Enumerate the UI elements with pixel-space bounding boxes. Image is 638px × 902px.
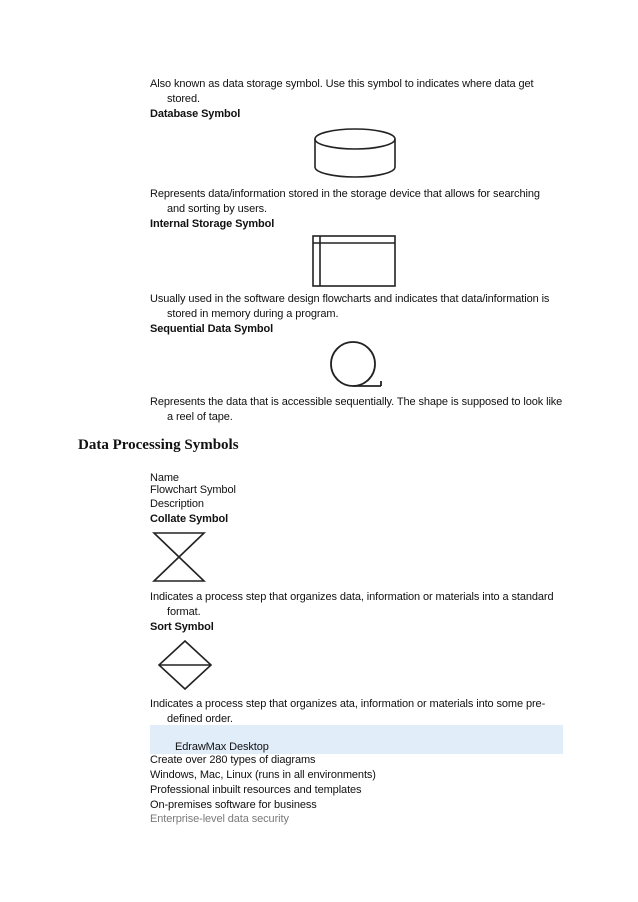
sequential-desc-line2: a reel of tape. bbox=[167, 411, 233, 423]
database-symbol-icon bbox=[313, 127, 397, 179]
database-desc-line2: and sorting by users. bbox=[167, 203, 268, 215]
collate-desc-line1: Indicates a process step that organizes data, information or materials into a standard bbox=[150, 591, 554, 603]
database-symbol-title: Database Symbol bbox=[150, 108, 241, 120]
collate-symbol-title: Collate Symbol bbox=[150, 513, 229, 525]
sequential-data-title: Sequential Data Symbol bbox=[150, 323, 274, 335]
collate-symbol-icon bbox=[153, 532, 205, 582]
promo-feature: Professional inbuilt resources and templates bbox=[150, 784, 362, 796]
promo-product-name[interactable]: EdrawMax Desktop bbox=[175, 741, 269, 753]
column-header-symbol: Flowchart Symbol bbox=[150, 484, 236, 496]
internal-storage-title: Internal Storage Symbol bbox=[150, 218, 275, 230]
column-header-name: Name bbox=[150, 472, 179, 484]
column-header-description: Description bbox=[150, 498, 204, 510]
promo-feature: Windows, Mac, Linux (runs in all environments) bbox=[150, 769, 376, 781]
sort-symbol-icon bbox=[158, 640, 212, 690]
database-intro-line1: Also known as data storage symbol. Use this symbol to indicates where data get bbox=[150, 78, 534, 90]
promo-feature: On-premises software for business bbox=[150, 799, 317, 811]
collate-desc-line2: format. bbox=[167, 606, 201, 618]
promo-feature: Enterprise-level data security bbox=[150, 813, 289, 825]
data-processing-heading: Data Processing Symbols bbox=[78, 437, 239, 453]
internal-storage-symbol-icon bbox=[312, 235, 396, 287]
promo-feature: Create over 280 types of diagrams bbox=[150, 754, 316, 766]
sequential-desc-line1: Represents the data that is accessible sequentially. The shape is supposed to look like bbox=[150, 396, 563, 408]
sort-desc-line1: Indicates a process step that organizes ata, information or materials into some pre- bbox=[150, 698, 546, 710]
sort-desc-line2: defined order. bbox=[167, 713, 233, 725]
sort-symbol-title: Sort Symbol bbox=[150, 621, 214, 633]
database-desc-line1: Represents data/information stored in the storage device that allows for searching bbox=[150, 188, 540, 200]
internal-storage-desc-line2: stored in memory during a program. bbox=[167, 308, 339, 320]
database-intro-line2: stored. bbox=[167, 93, 200, 105]
sequential-data-symbol-icon bbox=[329, 339, 385, 391]
internal-storage-desc-line1: Usually used in the software design flowcharts and indicates that data/information is bbox=[150, 293, 550, 305]
